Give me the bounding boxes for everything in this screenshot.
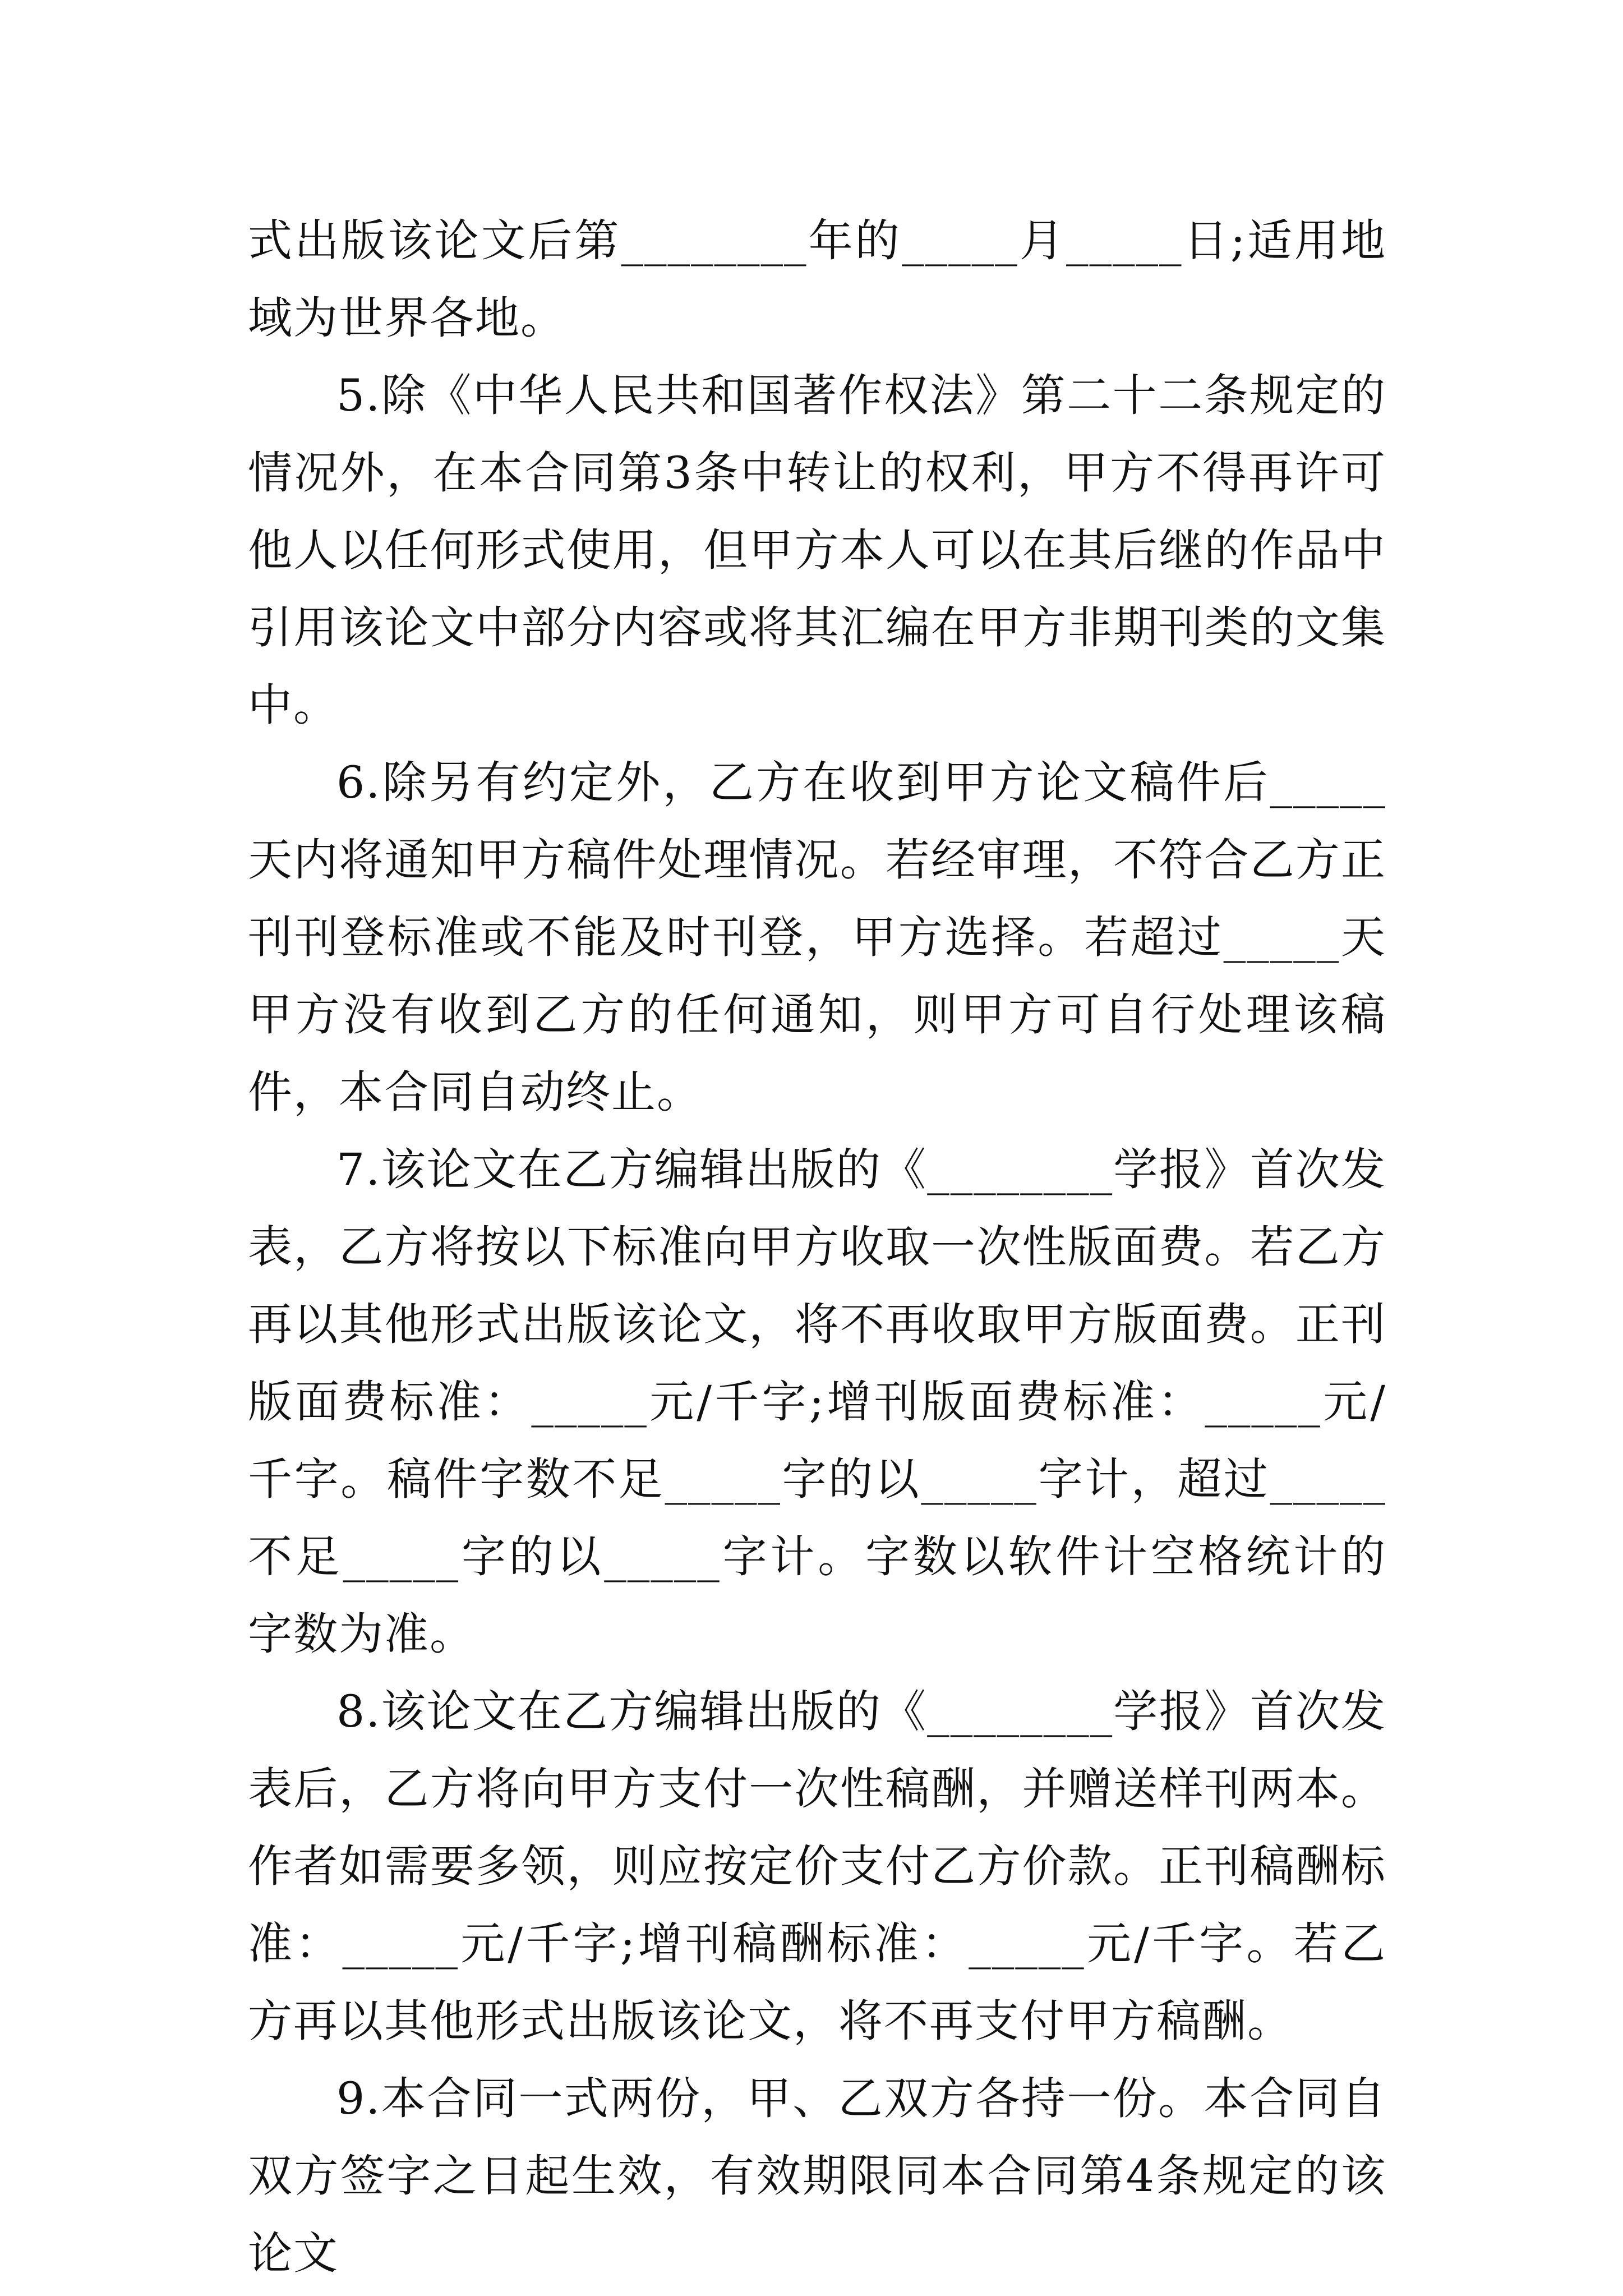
paragraph-clause-7: 7.该论文在乙方编辑出版的《________学报》首次发表，乙方将按以下标准向甲方收取一次性版面费。若乙方再以其他形式出版该论文，将不再收取甲方版面费。正刊版面费标准：_____元/千字;增刊版面费标准：_____元/千字。稿件字数不足_____字的以_____字计，超过_____不足_____字的以_____字计。字数以软件计空格统计的字数为准。	[248, 1144, 1386, 1660]
paragraph-clause-9: 9.本合同一式两份，甲、乙双方各持一份。本合同自双方签字之日起生效，有效期限同本合同第4条规定的该论文	[248, 2073, 1386, 2279]
paragraph-clause-8: 8.该论文在乙方编辑出版的《________学报》首次发表后，乙方将向甲方支付一次性稿酬，并赠送样刊两本。作者如需要多领，则应按定价支付乙方价款。正刊稿酬标准：_____元/千字;增刊稿酬标准：_____元/千字。若乙方再以其他形式出版该论文，将不再支付甲方稿酬。	[248, 1686, 1386, 2047]
paragraph-clause-6: 6.除另有约定外，乙方在收到甲方论文稿件后_____天内将通知甲方稿件处理情况。若经审理，不符合乙方正刊刊登标准或不能及时刊登，甲方选择。若超过_____天甲方没有收到乙方的任何通知，则甲方可自行处理该稿件，本合同自动终止。	[248, 757, 1386, 1118]
paragraph-continuation: 式出版该论文后第________年的_____月_____日;适用地域为世界各地。	[248, 215, 1386, 344]
paragraph-clause-5: 5.除《中华人民共和国著作权法》第二十二条规定的情况外，在本合同第3条中转让的权利，甲方不得再许可他人以任何形式使用，但甲方本人可以在其后继的作品中引用该论文中部分内容或将其汇编在甲方非期刊类的文集中。	[248, 370, 1386, 731]
contract-text	[248, 202, 1386, 2292]
